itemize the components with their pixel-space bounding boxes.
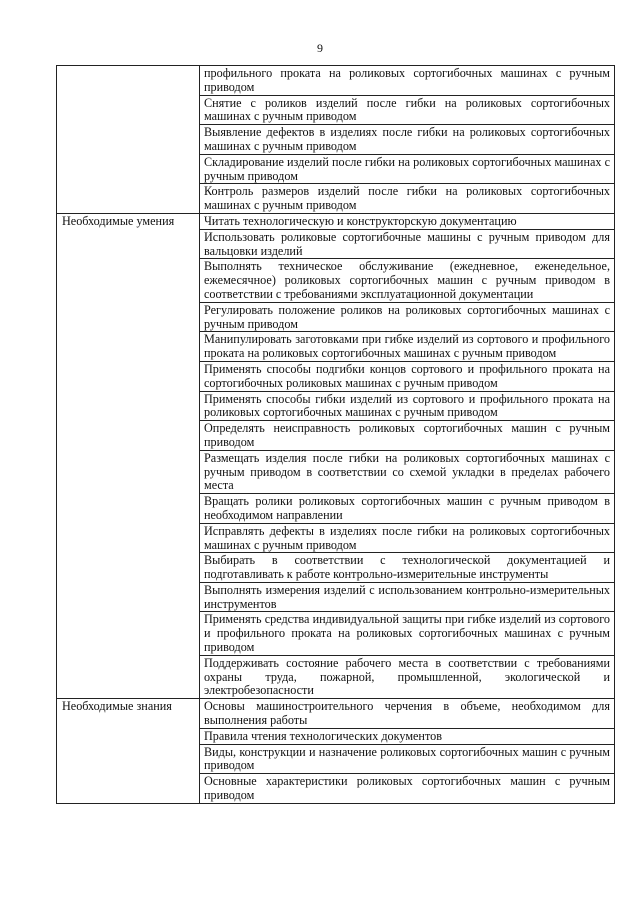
table-row [57,553,615,583]
requirement-item: Применять средства индивидуальной защиты при гибке изделий из сортового и профильного проката на роликовых сортогибочных машинах с ручным приводом [200,612,615,655]
requirement-item: Выбирать в соответствии с технологической документацией и подготавливать к работе контрольно-измерительные инструменты [200,553,615,583]
requirement-item: Применять способы подгибки концов сортового и профильного проката на сортогибочных роликовых машинах с ручным приводом [200,361,615,391]
section-label-cell [57,125,200,155]
table-row [57,450,615,493]
table-row [57,259,615,302]
table-row [57,66,615,96]
table-row [57,213,615,229]
requirement-item: Снятие с роликов изделий после гибки на роликовых сортогибочных машинах с ручным приводом [200,95,615,125]
table-row [57,523,615,553]
table-row [57,229,615,259]
requirement-item: Виды, конструкции и назначение роликовых сортогибочных машин с ручным приводом [200,744,615,774]
table-row [57,421,615,451]
requirement-item: Исправлять дефекты в изделиях после гибки на роликовых сортогибочных машинах с ручным приводом [200,523,615,553]
table-row [57,582,615,612]
table-row [57,391,615,421]
table-row [57,699,615,729]
requirement-item: Использовать роликовые сортогибочные машины с ручным приводом для вальцовки изделий [200,229,615,259]
table-row [57,95,615,125]
section-label-cell [57,450,200,493]
table-row [57,774,615,804]
requirement-item: Выполнять техническое обслуживание (ежедневное, еженедельное, ежемесячное) роликовых сортогибочных машин с ручным приводом в соответствии с требованиями эксплуатационной документации [200,259,615,302]
table-row [57,655,615,698]
table-row [57,361,615,391]
requirement-item: Манипулировать заготовками при гибке изделий из сортового и профильного проката на роликовых сортогибочных машинах с ручным приводом [200,332,615,362]
section-label-cell [57,229,200,259]
section-label-cell [57,523,200,553]
requirement-item: Вращать ролики роликовых сортогибочных машин с ручным приводом в необходимом направлении [200,494,615,524]
page-number: 9 [317,41,323,55]
section-label-cell [57,154,200,184]
requirement-item: Регулировать положение роликов на роликовых сортогибочных машинах с ручным приводом [200,302,615,332]
section-label-cell [57,391,200,421]
table-row [57,125,615,155]
section-label-cell [57,582,200,612]
section-label-cell [57,421,200,451]
table-row [57,154,615,184]
table-row [57,612,615,655]
requirement-item: Применять способы гибки изделий из сортового и профильного проката на роликовых сортогибочных машинах с ручным приводом [200,391,615,421]
section-label-cell [57,95,200,125]
requirement-item: Размещать изделия после гибки на роликовых сортогибочных машинах с ручным приводом в соответствии со схемой укладки в пределах рабочего места [200,450,615,493]
section-label-cell [57,332,200,362]
requirement-item: Выявление дефектов в изделиях после гибки на роликовых сортогибочных машинах с ручным приводом [200,125,615,155]
section-label-cell [57,494,200,524]
table-row [57,494,615,524]
section-label-cell [57,655,200,698]
requirement-item: Контроль размеров изделий после гибки на роликовых сортогибочных машинах с ручным приводом [200,184,615,214]
requirement-item: Выполнять измерения изделий с использованием контрольно-измерительных инструментов [200,582,615,612]
requirement-item: Читать технологическую и конструкторскую документацию [200,213,615,229]
section-label: Необходимые знания [57,699,200,729]
section-label-cell [57,774,200,804]
section-label-cell [57,302,200,332]
requirement-item: Поддерживать состояние рабочего места в соответствии с требованиями охраны труда, пожарной, промышленной, экологической и электробезопасности [200,655,615,698]
requirement-item: Правила чтения технологических документов [200,728,615,744]
table-row [57,184,615,214]
table-row [57,302,615,332]
requirement-item: профильного проката на роликовых сортогибочных машинах с ручным приводом [200,66,615,96]
requirement-item: Основные характеристики роликовых сортогибочных машин с ручным приводом [200,774,615,804]
table-body [57,66,615,804]
requirement-item: Складирование изделий после гибки на роликовых сортогибочных машинах с ручным приводом [200,154,615,184]
table-row [57,728,615,744]
table-row [57,332,615,362]
section-label-cell [57,553,200,583]
section-label-cell [57,259,200,302]
section-label-cell [57,361,200,391]
requirements-table [56,65,615,804]
requirement-item: Определять неисправность роликовых сортогибочных машин с ручным приводом [200,421,615,451]
table-row [57,744,615,774]
section-label: Необходимые умения [57,213,200,229]
requirement-item: Основы машиностроительного черчения в объеме, необходимом для выполнения работы [200,699,615,729]
section-label-cell [57,66,200,96]
section-label-cell [57,728,200,744]
section-label-cell [57,184,200,214]
section-label-cell [57,612,200,655]
section-label-cell [57,744,200,774]
